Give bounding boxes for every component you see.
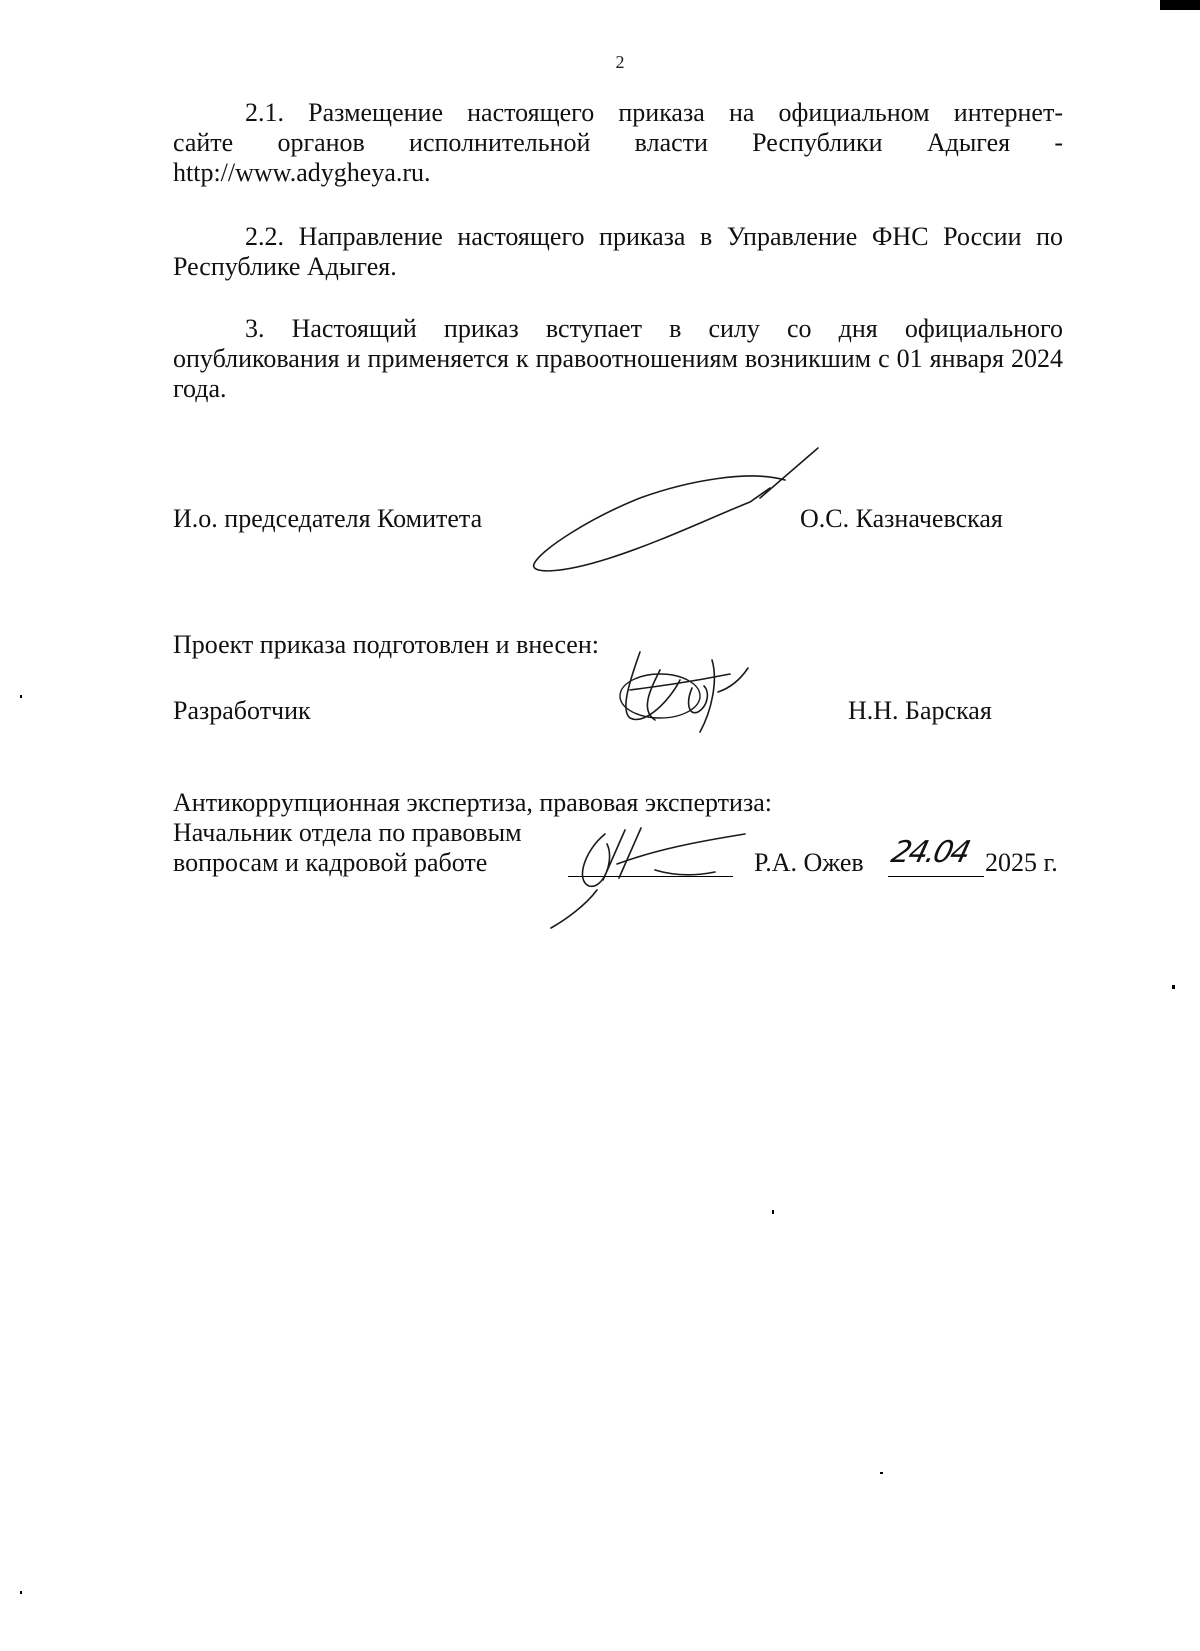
chair-name: О.С. Казначевская	[800, 504, 1003, 533]
developer-position: Разработчик	[173, 696, 311, 725]
chair-position: И.о. председателя Комитета	[173, 504, 483, 533]
scan-speck	[20, 1591, 22, 1594]
chair-signature	[520, 440, 830, 580]
expertise-name: Р.А. Ожев	[754, 848, 864, 877]
developer-name: Н.Н. Барская	[848, 696, 992, 725]
scan-speck	[1172, 985, 1175, 989]
paragraph-2-2: 2.2. Направление настоящего приказа в Управление ФНС России по Республике Адыгея.	[173, 222, 1063, 281]
paragraph-2-1-line2: сайте органов исполнительной власти Республики Адыгея -	[173, 128, 1063, 157]
handwritten-date: 24.04	[887, 835, 973, 870]
developer-signature	[600, 640, 760, 740]
paragraph-2-1-line3: http://www.adygheya.ru.	[173, 158, 431, 187]
date-year: 2025 г.	[985, 848, 1058, 877]
scan-speck	[880, 1472, 883, 1474]
page-number: 2	[615, 52, 625, 72]
signature-underline	[568, 876, 733, 877]
scan-edge-mark	[1160, 0, 1200, 10]
paragraph-3: 3. Настоящий приказ вступает в силу со дня официального опубликования и применяется к правоотношениям возникшим с 01 января 2024 года.	[173, 314, 1063, 403]
expertise-position-line2: вопросам и кадровой работе	[173, 848, 488, 877]
expertise-signature	[545, 820, 755, 930]
prepared-heading: Проект приказа подготовлен и внесен:	[173, 630, 599, 659]
expertise-heading: Антикоррупционная экспертиза, правовая экспертиза:	[173, 788, 772, 817]
paragraph-2-1-line1: 2.1. Размещение настоящего приказа на официальном интернет-	[245, 98, 1063, 127]
date-underline	[888, 876, 984, 877]
paragraph-2-1	[173, 98, 1063, 188]
scan-speck	[772, 1210, 774, 1214]
expertise-position-line1: Начальник отдела по правовым	[173, 818, 522, 847]
scan-speck	[20, 695, 22, 698]
